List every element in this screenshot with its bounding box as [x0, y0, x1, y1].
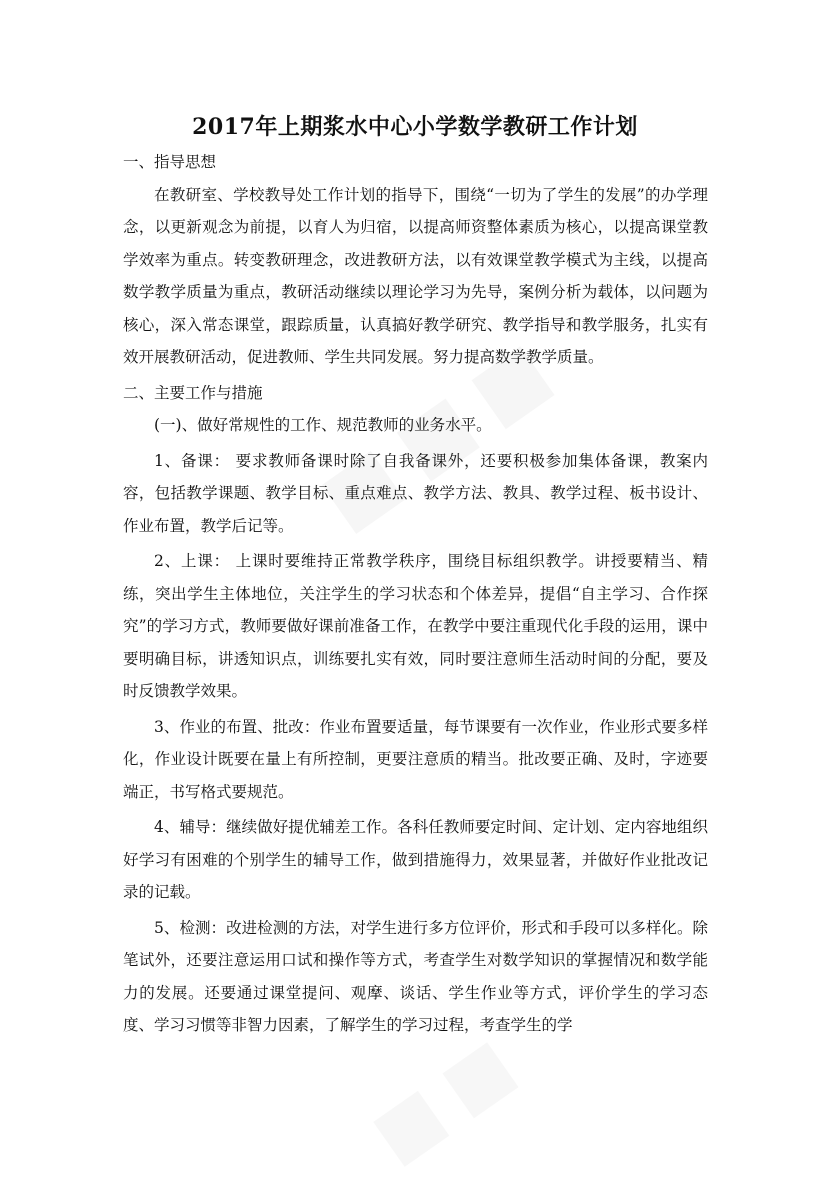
paragraph-homework: 3、作业的布置、批改：作业布置要适量，每节课要有一次作业，作业形式要多样化，作业设计既要在量上有所控制，更要注意质的精当。批改要正确、及时，字迹要端正，书写格式要规范。 [123, 717, 708, 801]
section-heading-guiding-ideology: 一、指导思想 [123, 153, 217, 171]
paragraph-assessment: 5、检测：改进检测的方法，对学生进行多方位评价，形式和手段可以多样化。除笔试外，还要注意运用口试和操作等方式，考查学生对数学知识的掌握情况和数学能力的发展。还要通过课堂提问、观摩、谈话、学生作业等方式，评价学生的学习态度、学习习惯等非智力因素，了解学生的学习过程，考查学生的学 [123, 918, 708, 1034]
paragraph-tutoring: 4、辅导：继续做好提优辅差工作。各科任教师要定时间、定计划、定内容地组织好学习有困难的个别学生的辅导工作，做到措施得力，效果显著，并做好作业批改记录的记载。 [123, 818, 708, 901]
document-title: 2017年上期浆水中心小学数学教研工作计划 [192, 114, 638, 140]
paragraph-guiding-ideology: 在教研室、学校教导处工作计划的指导下，围绕“一切为了学生的发展”的办学理念，以更新观念为前提，以育人为归宿，以提高师资整体素质为核心，以提高课堂教学效率为重点。转变教研理念，改进教研方法，以有效课堂教学模式为主线，以提高数学教学质量为重点，教研活动继续以理论学习为先导，案例分析为载体，以问题为核心，深入常态课堂，跟踪质量，认真搞好教学研究、教学指导和教学服务，扎实有效开展教研活动，促进教师、学生共同发展。努力提高数学教学质量。 [123, 185, 708, 366]
paragraph-lesson-preparation: 1、备课： 要求教师备课时除了自我备课外，还要积极参加集体备课，教案内容，包括教学课题、教学目标、重点难点、教学方法、教具、教学过程、板书设计、作业布置，教学后记等。 [123, 451, 708, 535]
paragraph-subheading-routine-work: (一)、做好常规性的工作、规范教师的业务水平。 [154, 416, 492, 434]
document-body [123, 146, 708, 1045]
paragraph-teaching-class: 2、上课： 上课时要维持正常教学秩序，围绕目标组织教学。讲授要精当、精练，突出学生主体地位，关注学生的学习状态和个体差异，提倡“自主学习、合作探究”的学习方式，教师要做好课前准备工作，在教学中要注重现代化手段的运用，课中要明确目标，讲透知识点，训练要扎实有效，同时要注意师生活动时间的分配，要及时反馈教学效果。 [123, 552, 708, 700]
section-heading-main-work: 二、主要工作与措施 [123, 383, 263, 402]
